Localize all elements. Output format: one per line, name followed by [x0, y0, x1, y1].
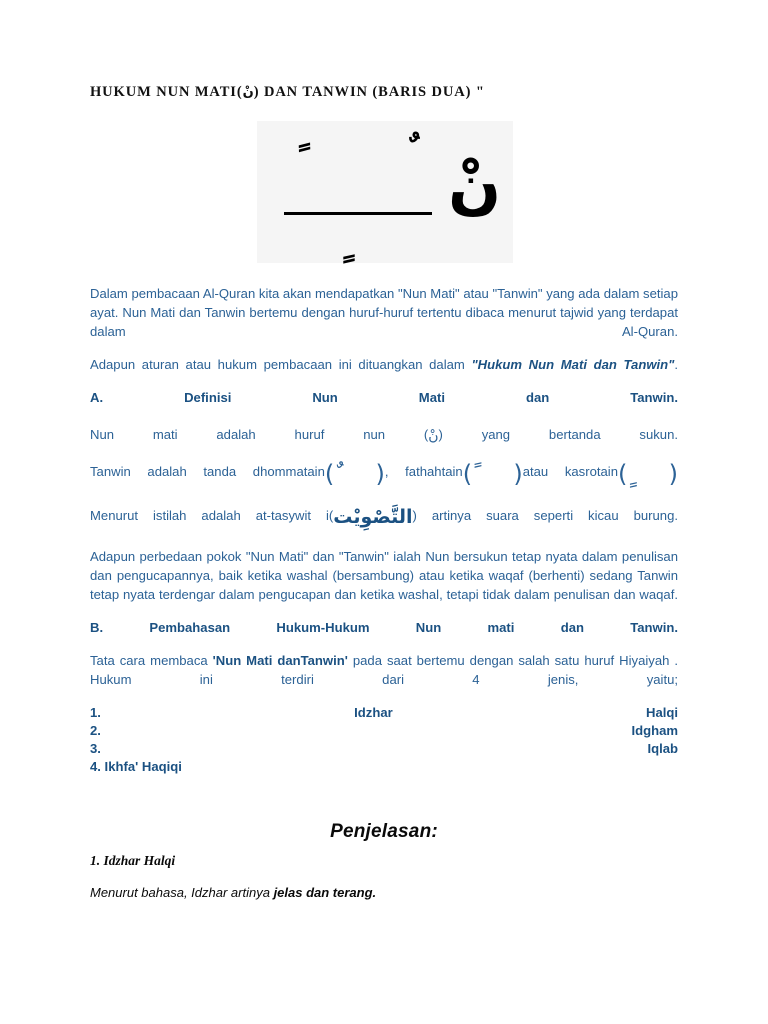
nun-mati-tanwin-figure [257, 121, 513, 263]
aturan-lead-text: Adapun aturan atau hukum pembacaan ini dituangkan dalam [90, 357, 472, 373]
tatacara-paragraph [90, 652, 678, 690]
tatacara-emphasis-text: 'Nun Mati danTanwin' [212, 653, 348, 669]
definisi-block [90, 422, 678, 536]
section-heading-a: A. Definisi Nun Mati dan Tanwin. [90, 390, 678, 406]
tasywit-tail-text: ) artinya suara seperti kicau burung. [412, 508, 678, 524]
tasywit-lead-text: Menurut istilah adalah at-tasywit i( [90, 508, 334, 524]
intro-paragraph: Dalam pembacaan Al-Quran kita akan mendapatkan "Nun Mati" atau "Tanwin" yang ada dalam setiap ayat. Nun Mati dan Tanwin bertemu dengan huruf-huruf tertentu dibaca menurut tajwid yang terdapat dalam Al-Quran. [90, 286, 678, 340]
title-arabic-nun-sukun: نْ [242, 85, 254, 100]
list-item-number: 2. [90, 723, 101, 739]
nun-sukun-glyph: نْ [448, 149, 501, 223]
nun-sukun-inline-glyph: نْ [428, 428, 439, 445]
perbedaan-paragraph: Adapun perbedaan pokok "Nun Mati" dan "Tanwin" ialah Nun bersukun tetap nyata dalam penulisan dan pengucapannya, baik ketika washal (bersambung) atau ketika waqaf (berhenti) sedang Tanwin tetap nyata terdengar dalam pengucapan dan ketika washal, tetapi tidak dalam penulisan dan waqaf. [90, 549, 678, 603]
fathatain-inline-glyph: ( ً ) [462, 460, 523, 489]
kasratain-inline-glyph: ( ٍ ) [617, 460, 678, 489]
nun-mati-lead-text: Nun mati adalah huruf nun ( [90, 427, 429, 443]
tanwin-mid-text-1: , fathahtain [384, 464, 463, 480]
list-item [90, 704, 678, 722]
list-item-tail: Idgham [631, 723, 678, 739]
list-item-label: Idzhar [354, 705, 393, 721]
hukum-list [90, 704, 678, 775]
nun-mati-definition-line [90, 422, 678, 450]
idzhar-meaning-note [90, 885, 678, 900]
penjelasan-title: Penjelasan: [330, 821, 438, 843]
document-content [90, 84, 678, 900]
tanwin-lead-text: Tanwin adalah tanda dhommatain [90, 464, 325, 480]
section-heading-b [90, 619, 678, 638]
list-item-number: 1. [90, 705, 101, 721]
nun-mati-tail-text: ) yang bertanda sukun. [438, 427, 678, 443]
list-item-tail: Halqi [645, 705, 678, 721]
penjelasan-subheading: 1. Idzhar Halqi [90, 853, 176, 869]
section-heading-b-text: B. Pembahasan Hukum-Hukum Nun mati dan Tanwin. [90, 620, 678, 636]
list-item-number: 4. Ikhfa' Haqiqi [90, 758, 182, 774]
tasywit-definition-line [90, 498, 678, 536]
aturan-tail-text: . [674, 357, 678, 373]
tatacara-tail-text: pada saat bertemu dengan salah satu huruf Hiyaiyah . Hukum ini terdiri dari 4 jenis, yaitu; [90, 653, 679, 688]
tatacara-lead-text: Tata cara membaca [90, 653, 213, 669]
at-tasywit-arabic-word: التَّصْوِيْت [333, 506, 413, 529]
idzhar-note-lead: Menurut bahasa, Idzhar artinya [90, 885, 274, 901]
fathatain-glyph: ً [294, 140, 296, 187]
aturan-emphasis-text: "Hukum Nun Mati dan Tanwin" [471, 357, 675, 373]
list-item [90, 740, 678, 758]
tanwin-mid-text-2: atau kasrotain [522, 464, 618, 480]
list-item-number: 3. [90, 740, 101, 756]
title-suffix: ) DAN TANWIN (BARIS DUA) " [253, 84, 485, 100]
dammatain-inline-glyph: ( ٌ ) [324, 460, 385, 489]
title-prefix: HUKUM NUN MATI( [90, 84, 243, 100]
list-item-tail: Iqlab [647, 740, 678, 756]
aturan-paragraph [90, 356, 678, 375]
tanwin-definition-line [90, 450, 678, 498]
list-item [90, 722, 678, 740]
figure-divider-line [284, 212, 432, 215]
idzhar-note-emphasis: jelas dan terang. [273, 885, 377, 901]
list-item [90, 758, 678, 776]
page-title [90, 84, 678, 101]
